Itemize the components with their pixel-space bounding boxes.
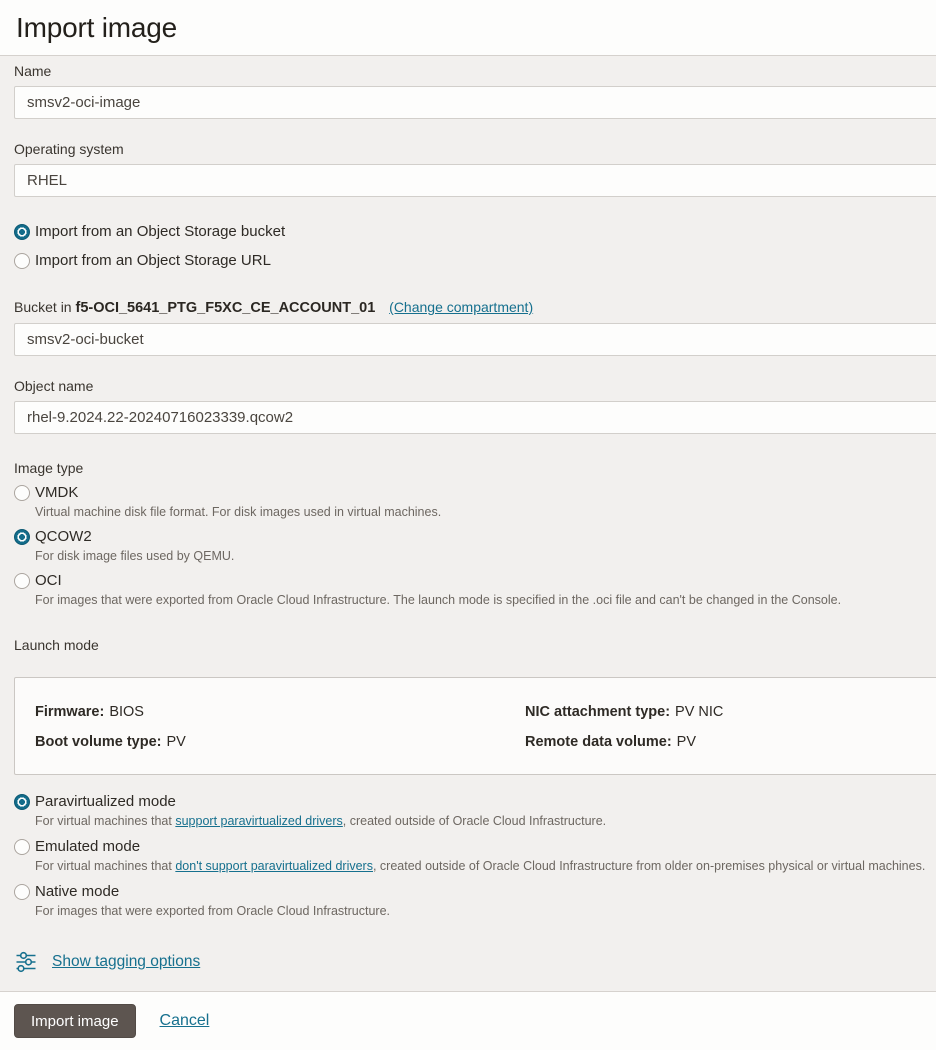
no-support-pv-drivers-link[interactable]: don't support paravirtualized drivers: [175, 859, 373, 873]
radio-native-control[interactable]: [14, 884, 30, 900]
native-desc-prefix: For images that were exported from Oracle Cloud Infrastructure.: [35, 904, 391, 918]
support-pv-drivers-link[interactable]: support paravirtualized drivers: [175, 814, 343, 828]
launch-mode-label: Launch mode: [14, 637, 99, 653]
radio-source-bucket[interactable]: [14, 223, 936, 240]
qcow2-description: For disk image files used by QEMU.: [35, 549, 235, 563]
emulated-desc-prefix: For virtual machines that: [35, 859, 176, 873]
launch-mode-option-emulated: [14, 838, 936, 873]
boot-volume-info: [35, 734, 525, 750]
vmdk-description: Virtual machine disk file format. For disk images used in virtual machines.: [35, 505, 442, 519]
radio-paravirtualized-label[interactable]: Paravirtualized mode: [35, 793, 176, 810]
emulated-description: [35, 859, 936, 873]
paravirtualized-desc-suffix: , created outside of Oracle Cloud Infrastructure.: [342, 814, 607, 828]
remote-data-volume-info-label: Remote data volume:: [525, 734, 672, 750]
radio-qcow2-control[interactable]: [14, 529, 30, 545]
radio-emulated[interactable]: [14, 838, 936, 855]
boot-volume-info-label: Boot volume type:: [35, 734, 162, 750]
radio-emulated-label[interactable]: Emulated mode: [35, 838, 141, 855]
bucket-label-row: [14, 299, 936, 316]
tagging-row: [14, 950, 936, 974]
cancel-link[interactable]: Cancel: [159, 1012, 210, 1029]
radio-source-bucket-control[interactable]: [14, 224, 30, 240]
radio-source-url[interactable]: [14, 252, 936, 269]
launch-mode-option-native: [14, 883, 936, 918]
native-description: [35, 904, 936, 918]
page-header: [0, 0, 936, 55]
oci-description: For images that were exported from Oracle Cloud Infrastructure. The launch mode is specified in the .oci file and can't be changed in the Console.: [35, 593, 842, 607]
launch-mode-option-paravirtualized: [14, 793, 936, 828]
paravirtualized-description: [35, 814, 936, 828]
import-image-button[interactable]: Import image: [14, 1004, 136, 1038]
radio-qcow2-label[interactable]: QCOW2: [35, 528, 92, 545]
sliders-icon: [14, 950, 38, 974]
os-label: Operating system: [14, 141, 124, 157]
launch-mode-info-box: [14, 677, 936, 775]
page-title: Import image: [16, 11, 177, 43]
radio-paravirtualized-control[interactable]: [14, 794, 30, 810]
nic-attachment-info-value: PV NIC: [675, 704, 724, 720]
compartment-name: f5-OCI_5641_PTG_F5XC_CE_ACCOUNT_01: [75, 300, 376, 316]
image-type-option-vmdk: [14, 484, 936, 519]
radio-oci-label[interactable]: OCI: [35, 572, 62, 589]
show-tagging-options-link[interactable]: Show tagging options: [52, 953, 201, 970]
radio-source-url-label[interactable]: Import from an Object Storage URL: [35, 252, 271, 269]
radio-vmdk-control[interactable]: [14, 485, 30, 501]
footer-bar: [0, 991, 936, 1050]
bucket-label-prefix: Bucket in: [14, 299, 72, 315]
radio-source-bucket-label[interactable]: Import from an Object Storage bucket: [35, 223, 286, 240]
firmware-info-label: Firmware:: [35, 704, 105, 720]
radio-paravirtualized[interactable]: [14, 793, 936, 810]
radio-native[interactable]: [14, 883, 936, 900]
name-label: Name: [14, 63, 52, 79]
os-input[interactable]: [14, 164, 936, 197]
object-name-label: Object name: [14, 378, 94, 394]
remote-data-volume-info: [525, 734, 936, 750]
object-name-input[interactable]: [14, 401, 936, 434]
radio-emulated-control[interactable]: [14, 839, 30, 855]
bucket-input[interactable]: [14, 323, 936, 356]
radio-vmdk-label[interactable]: VMDK: [35, 484, 79, 501]
firmware-info-value: BIOS: [109, 704, 144, 720]
nic-attachment-info: [525, 704, 936, 720]
radio-vmdk[interactable]: [14, 484, 936, 501]
image-type-option-qcow2: [14, 528, 936, 563]
radio-oci-control[interactable]: [14, 573, 30, 589]
radio-oci[interactable]: [14, 572, 936, 589]
firmware-info: [35, 704, 525, 720]
import-image-form: [0, 55, 936, 991]
name-input[interactable]: [14, 86, 936, 119]
paravirtualized-desc-prefix: For virtual machines that: [35, 814, 176, 828]
image-type-option-oci: [14, 572, 936, 607]
radio-source-url-control[interactable]: [14, 253, 30, 269]
change-compartment-link[interactable]: (Change compartment): [389, 299, 534, 315]
radio-qcow2[interactable]: [14, 528, 936, 545]
nic-attachment-info-label: NIC attachment type:: [525, 704, 671, 720]
emulated-desc-suffix: , created outside of Oracle Cloud Infrastructure from older on-premises physical or virtual machines.: [372, 859, 926, 873]
radio-native-label[interactable]: Native mode: [35, 883, 120, 900]
boot-volume-info-value: PV: [166, 734, 186, 750]
image-type-label: Image type: [14, 460, 84, 476]
remote-data-volume-info-value: PV: [676, 734, 696, 750]
